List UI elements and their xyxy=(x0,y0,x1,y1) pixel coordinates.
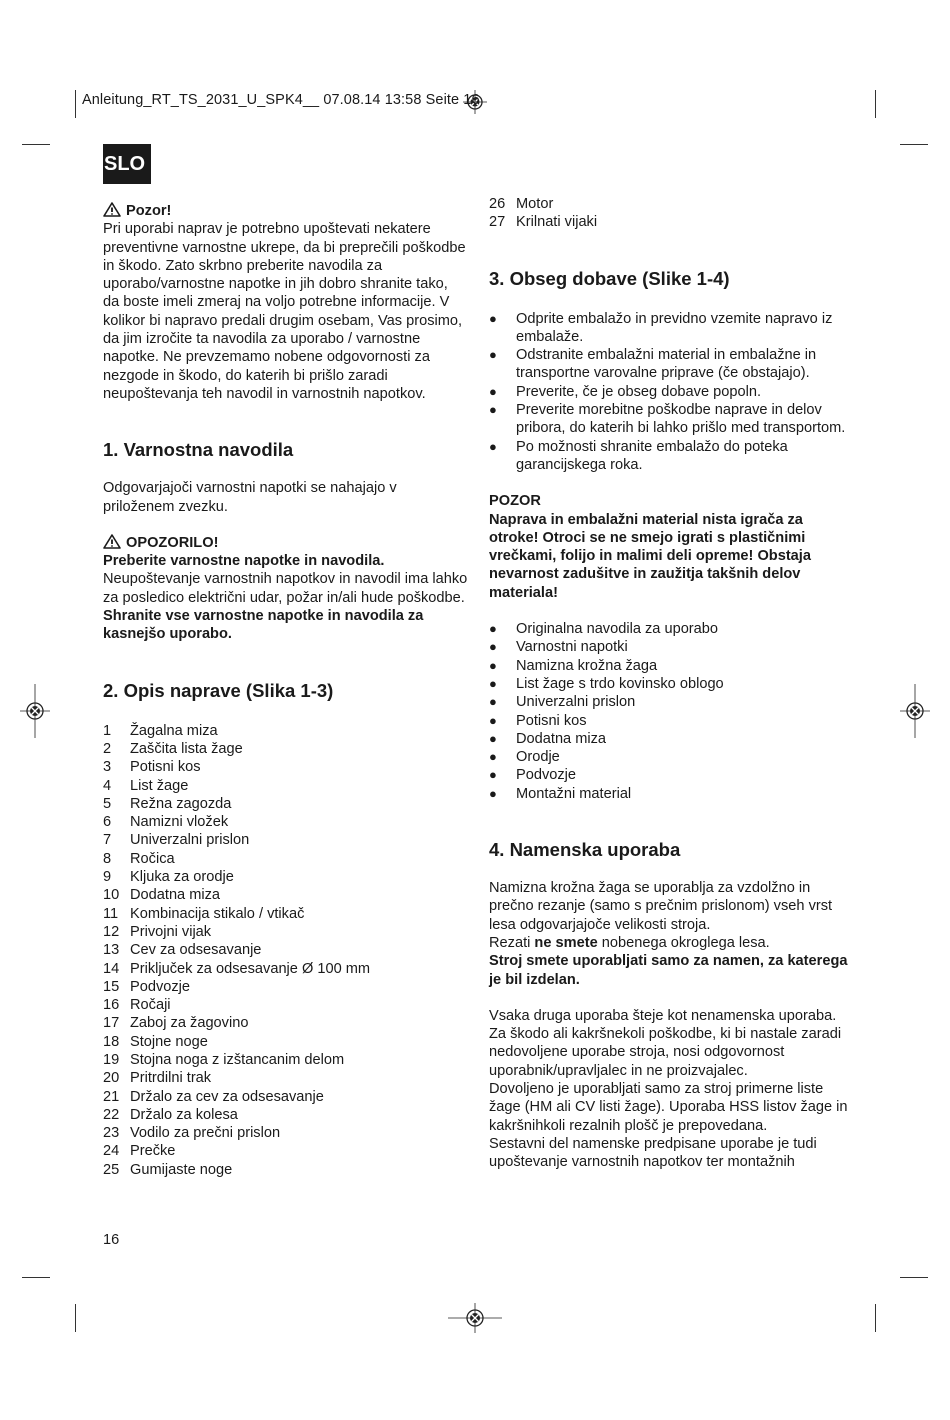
item-number: 24 xyxy=(103,1143,120,1160)
registration-mark-icon xyxy=(900,684,930,738)
caution-2-title: POZOR xyxy=(489,493,541,510)
scope-of-delivery-list xyxy=(489,620,854,803)
item-number: 3 xyxy=(103,759,112,776)
item-label: Pritrdilni trak xyxy=(130,1070,212,1087)
item-number: 5 xyxy=(103,795,112,812)
bullet-item xyxy=(489,620,854,638)
list-item xyxy=(103,831,468,849)
item-number: 20 xyxy=(103,1070,120,1087)
right-column xyxy=(489,195,854,1171)
bullet-icon: ● xyxy=(489,767,497,783)
section-4-para-3: Stroj smete uporabljati samo za namen, za katerega je bil izdelan. xyxy=(489,953,848,988)
bullet-text: Preverite morebitne poškodbe naprave in delov pribora, do katerih bi lahko prišlo med transportom. xyxy=(516,402,846,437)
item-label: Vodilo za prečni prislon xyxy=(130,1125,281,1142)
item-number: 23 xyxy=(103,1125,120,1142)
para-2-text-bold: ne smete xyxy=(534,934,598,951)
warning-heading xyxy=(103,534,468,552)
item-number: 21 xyxy=(103,1088,120,1105)
parts-list xyxy=(103,722,468,1179)
item-number: 1 xyxy=(103,722,112,739)
warning-bold-1: Preberite varnostne napotke in navodila. xyxy=(103,553,385,570)
item-number: 7 xyxy=(103,832,112,849)
list-item xyxy=(103,905,468,923)
crop-mark xyxy=(875,1304,876,1332)
bullet-icon: ● xyxy=(489,712,497,728)
section-4-para-4: Vsaka druga uporaba šteje kot nenamenska uporaba. Za škodo ali kakršnekoli poškodbe, ki bi nastale zaradi nedovoljene uporabe stroja, nosi odgovornost uporabnik/upravljalec in ne proizvajalec. xyxy=(489,1007,842,1079)
item-label: Privojni vijak xyxy=(130,923,212,940)
section-4-para-6: Sestavni del namenske predpisane uporabe je tudi upoštevanje varnostnih napotkov ter montažnih xyxy=(489,1135,817,1171)
item-label: Stojna noga z izštancanim delom xyxy=(130,1051,345,1068)
bullet-text: Podvozje xyxy=(516,767,577,784)
list-item xyxy=(103,1069,468,1087)
section-1-text: Odgovarjajoči varnostni napotki se nahajajo v priloženem zvezku. xyxy=(103,480,397,515)
caution-title: Pozor! xyxy=(126,203,172,219)
bullet-item xyxy=(489,638,854,656)
section-2-title: 2. Opis naprave (Slika 1-3) xyxy=(103,679,334,701)
parts-list-continued xyxy=(489,195,854,232)
item-label: Držalo za cev za odsesavanje xyxy=(130,1088,324,1105)
item-number: 13 xyxy=(103,942,120,959)
item-label: Zaščita lista žage xyxy=(130,740,243,757)
bullet-item xyxy=(489,712,854,730)
item-label: Krilnati vijaki xyxy=(516,214,598,231)
item-number: 22 xyxy=(103,1106,120,1123)
item-number: 14 xyxy=(103,960,120,977)
bullet-text: Originalna navodila za uporabo xyxy=(516,621,719,638)
item-number: 9 xyxy=(103,869,112,886)
list-item xyxy=(103,777,468,795)
bullet-item xyxy=(489,675,854,693)
list-item xyxy=(103,923,468,941)
crop-mark xyxy=(900,1277,928,1278)
item-number: 6 xyxy=(103,814,112,831)
warning-bold-2: Shranite vse varnostne napotke in navodila za kasnejšo uporabo. xyxy=(103,608,424,643)
bullet-text: Montažni material xyxy=(516,785,632,802)
item-label: Ročaji xyxy=(130,997,171,1014)
bullet-icon: ● xyxy=(489,402,497,418)
item-label: Žagalna miza xyxy=(130,722,218,739)
list-item xyxy=(103,795,468,813)
item-number: 26 xyxy=(489,196,506,212)
crop-mark xyxy=(875,90,876,118)
item-number: 18 xyxy=(103,1033,120,1050)
bullet-text: Preverite, če je obseg dobave popoln. xyxy=(516,383,762,400)
bullet-text: Dodatna miza xyxy=(516,730,607,747)
delivery-steps-list xyxy=(489,310,854,475)
list-item xyxy=(103,1124,468,1142)
list-item xyxy=(103,1106,468,1124)
section-4-title: 4. Namenska uporaba xyxy=(489,839,681,861)
bullet-icon: ● xyxy=(489,639,497,655)
item-number: 12 xyxy=(103,923,120,940)
list-item xyxy=(103,1033,468,1051)
bullet-text: Orodje xyxy=(516,749,560,766)
list-item xyxy=(103,740,468,758)
item-label: Univerzalni prislon xyxy=(130,832,250,849)
crop-mark xyxy=(22,1277,50,1278)
bullet-item xyxy=(489,310,854,347)
crop-mark xyxy=(22,144,50,145)
bullet-item xyxy=(489,693,854,711)
item-label: Kljuka za orodje xyxy=(130,869,234,886)
item-number: 4 xyxy=(103,777,112,794)
bullet-icon: ● xyxy=(489,347,497,363)
item-number: 15 xyxy=(103,978,120,995)
para-2-text-c: nobenega okroglega lesa. xyxy=(597,934,770,951)
section-3-title: 3. Obseg dobave (Slike 1-4) xyxy=(489,267,730,289)
item-label: Držalo za kolesa xyxy=(130,1106,238,1123)
item-number: 25 xyxy=(103,1161,120,1178)
list-item xyxy=(103,1161,468,1179)
bullet-text: Potisni kos xyxy=(516,712,587,729)
bullet-icon: ● xyxy=(489,675,497,691)
item-label: Kombinacija stikalo / vtikač xyxy=(130,905,305,922)
bullet-text: Odstranite embalažni material in embalažne in transportne varovalne priprave (če obstajajo). xyxy=(516,347,817,382)
bullet-icon: ● xyxy=(489,730,497,746)
bullet-icon: ● xyxy=(489,749,497,765)
list-item xyxy=(103,1142,468,1160)
caution-text: Pri uporabi naprav je potrebno upoštevati nekatere preventivne varnostne ukrepe, da bi preprečili poškodbe in škodo. Zato skrbno preberite navodila za uporabo/varnostne napotke in jih dobro shranite tako, da boste imeli zmeraj na voljo potrebne informacije. V kolikor bi napravo predali drugim osebam, Vas prosimo, da jim izročite ta navodila za uporabo / varnostne napotke. Ne prevzemamo nobene odgovornosti za nezgode in škodo, do katerih bi prišlo zaradi neupoštevanja teh navodil in varnostnih napotkov. xyxy=(103,221,466,402)
item-label: List žage xyxy=(130,777,189,794)
bullet-item xyxy=(489,730,854,748)
warning-triangle-icon xyxy=(103,534,121,549)
item-label: Dodatna miza xyxy=(130,887,221,904)
warning-triangle-icon xyxy=(103,202,121,217)
bullet-icon: ● xyxy=(489,657,497,673)
item-label: Potisni kos xyxy=(130,759,201,776)
list-item xyxy=(103,758,468,776)
para-2-text-a: Rezati xyxy=(489,934,535,951)
list-item xyxy=(103,996,468,1014)
list-item xyxy=(103,850,468,868)
left-column xyxy=(103,202,468,1179)
item-label: Gumijaste noge xyxy=(130,1161,233,1178)
item-label: Priključek za odsesavanje Ø 100 mm xyxy=(130,960,371,977)
caution-heading xyxy=(103,202,468,220)
item-label: Ročica xyxy=(130,850,175,867)
bullet-text: Namizna krožna žaga xyxy=(516,657,658,674)
bullet-icon: ● xyxy=(489,383,497,399)
crop-mark xyxy=(75,1304,76,1332)
list-item xyxy=(489,195,854,213)
item-label: Motor xyxy=(516,196,554,212)
bullet-item xyxy=(489,346,854,383)
bullet-icon: ● xyxy=(489,785,497,801)
section-4-para-2 xyxy=(489,934,854,952)
section-1-title: 1. Varnostna navodila xyxy=(103,439,294,461)
item-number: 19 xyxy=(103,1051,120,1068)
bullet-icon: ● xyxy=(489,310,497,326)
item-number: 16 xyxy=(103,997,120,1014)
item-number: 2 xyxy=(103,740,112,757)
list-item xyxy=(489,213,854,231)
warning-text: Neupoštevanje varnostnih napotkov in navodil ima lahko za posledico električni udar, požar in/ali hude poškodbe. xyxy=(103,571,468,606)
crop-mark xyxy=(900,144,928,145)
caution-2-text: Naprava in embalažni material nista igrača za otroke! Otroci se ne smejo igrati s plastičnimi vrečkami, folijo in malimi deli opreme! Obstaja nevarnost zadušitve in zaužitja takšnih delov materiala! xyxy=(489,511,811,601)
list-item xyxy=(103,722,468,740)
item-label: Režna zagozda xyxy=(130,795,232,812)
bullet-icon: ● xyxy=(489,694,497,710)
list-item xyxy=(103,886,468,904)
bullet-item xyxy=(489,383,854,401)
item-number: 10 xyxy=(103,887,120,904)
item-label: Cev za odsesavanje xyxy=(130,942,262,959)
list-item xyxy=(103,941,468,959)
item-label: Prečke xyxy=(130,1143,176,1160)
registration-mark-icon xyxy=(448,1303,502,1333)
item-number: 27 xyxy=(489,214,506,231)
bullet-text: Varnostni napotki xyxy=(516,639,628,656)
section-4-para-5: Dovoljeno je uporabljati samo za stroj primerne liste žage (HM ali CV listi žage). Uporaba HSS listov žage in kakršnihkoli rezalnih plošč je prepovedana. xyxy=(489,1080,848,1134)
bullet-item xyxy=(489,766,854,784)
print-slug: Anleitung_RT_TS_2031_U_SPK4__ 07.08.14 13:58 Seite 16 xyxy=(82,92,480,108)
page-number: 16 xyxy=(103,1232,120,1248)
bullet-icon: ● xyxy=(489,438,497,454)
bullet-text: Po možnosti shranite embalažo do poteka garancijskega roka. xyxy=(516,438,788,473)
item-number: 8 xyxy=(103,850,112,867)
item-label: Namizni vložek xyxy=(130,814,229,831)
item-number: 11 xyxy=(103,905,119,922)
bullet-item xyxy=(489,785,854,803)
list-item xyxy=(103,868,468,886)
list-item xyxy=(103,813,468,831)
bullet-text: Odprite embalažo in previdno vzemite napravo iz embalaže. xyxy=(516,310,833,345)
item-label: Stojne noge xyxy=(130,1033,208,1050)
crop-mark xyxy=(75,90,76,118)
bullet-item xyxy=(489,401,854,438)
bullet-icon: ● xyxy=(489,621,497,637)
list-item xyxy=(103,1014,468,1032)
language-tab: SLO xyxy=(103,144,151,184)
bullet-item xyxy=(489,438,854,475)
section-4-para-1: Namizna krožna žaga se uporablja za vzdolžno in prečno rezanje (samo s prečnim prislonom) vseh vrst lesa odgovarjajoče velikosti stroja. xyxy=(489,880,833,933)
item-label: Podvozje xyxy=(130,978,191,995)
list-item xyxy=(103,960,468,978)
list-item xyxy=(103,1088,468,1106)
registration-mark-icon xyxy=(20,684,50,738)
warning-title: OPOZORILO! xyxy=(126,534,219,551)
item-number: 17 xyxy=(103,1015,120,1032)
bullet-item xyxy=(489,657,854,675)
bullet-text: List žage s trdo kovinsko oblogo xyxy=(516,675,724,692)
list-item xyxy=(103,1051,468,1069)
item-label: Zaboj za žagovino xyxy=(130,1015,249,1032)
bullet-text: Univerzalni prislon xyxy=(516,694,636,711)
list-item xyxy=(103,978,468,996)
bullet-item xyxy=(489,748,854,766)
